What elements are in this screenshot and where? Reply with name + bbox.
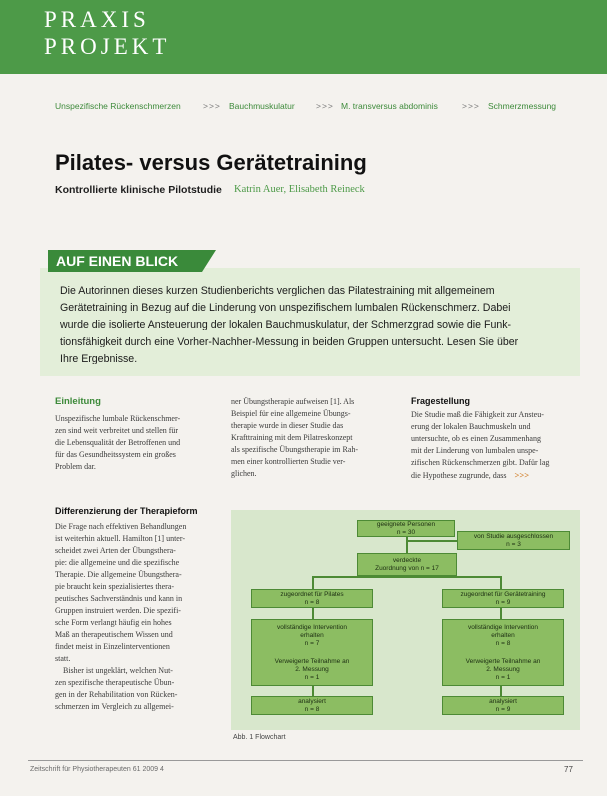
body-line-text: die Hypothese zugrunde, dass [411, 471, 507, 480]
flow-box-text: 2. Messung [486, 665, 520, 673]
footer-journal: Zeitschrift für Physiotherapeuten 61 2009 4 [30, 766, 164, 773]
connector [500, 608, 502, 619]
body-line: Die Frage nach effektiven Behandlungen [55, 522, 187, 531]
col2-body [231, 396, 397, 480]
body-line [411, 469, 579, 482]
body-line: Maß an therapeutischem Wissen und [55, 630, 173, 639]
body-line: findet meist in Einzelinterventionen [55, 642, 170, 651]
keyword-separator: >>> [316, 101, 334, 111]
body-line: als spezifische Übungstherapie im Rah- [231, 445, 359, 454]
body-line: Beispiel für eine allgemeine Übungs- [231, 409, 351, 418]
body-line: zifischen Rückenschmerzen gibt. Dafür lag [411, 458, 550, 467]
flow-box-text: erhalten [300, 631, 324, 639]
abstract-line: wurde die isolierte Ansteuerung der lokalen Bauchmuskulatur, der Schmerzgrad sowie die Funk- [60, 319, 512, 330]
flow-box-text: n = 1 [495, 673, 511, 681]
article-title: Pilates- versus Gerätetraining [55, 150, 367, 175]
figure-caption: Abb. 1 Flowchart [233, 734, 286, 741]
page-number: 77 [564, 765, 573, 774]
flow-box-gap [252, 648, 372, 658]
body-line: ist weiterhin aktuell. Hamilton [1] unter- [55, 534, 186, 543]
col1-body [55, 521, 218, 713]
body-line: zen sind weit verbreitet und stellen für [55, 426, 179, 435]
col1-subheading: Differenzierung der Therapieform [55, 506, 198, 516]
flow-box-text: verdeckte [392, 556, 422, 564]
body-line: Problem dar. [55, 462, 96, 471]
body-line: für das Gesundheitssystem ein großes [55, 450, 176, 459]
keyword-separator: >>> [462, 101, 480, 111]
continue-arrow: >>> [514, 470, 530, 480]
flow-box-text: n = 9 [495, 705, 511, 713]
connector [500, 686, 502, 696]
flow-box-text: Verweigerte Teilnahme an [274, 657, 350, 665]
flow-box-text: n = 7 [304, 639, 320, 647]
flow-box-text: vollständige Intervention [467, 623, 539, 631]
body-line: pie braucht kein spezialisiertes thera- [55, 582, 175, 591]
flow-box-text: erhalten [491, 631, 515, 639]
flow-box-right-analyzed [442, 696, 564, 715]
body-line: pie: die allgemeine und die spezifische [55, 558, 180, 567]
abstract-line: Ihre Ergebnisse. [60, 353, 138, 364]
flow-box-text: n = 3 [506, 540, 521, 548]
flow-box-text: n = 9 [495, 598, 511, 606]
flow-box-text: n = 8 [304, 705, 320, 713]
connector [312, 686, 314, 696]
keyword-4: Schmerzmessung [488, 101, 557, 111]
flow-box-text: vollständige Intervention [276, 623, 348, 631]
section-title [44, 6, 170, 60]
col3-body [411, 409, 579, 482]
keyword-3: M. transversus abdominis [341, 101, 438, 111]
body-line: gen in der Rehabilitation von Rücken- [55, 690, 178, 699]
body-line: mit der Linderung von lumbalen unspe- [411, 446, 539, 455]
flow-box-right-intervention [442, 619, 564, 686]
body-line: sche Form verlangt häufig ein hohes [55, 618, 172, 627]
col1-intro [55, 413, 218, 473]
footer-rule [28, 760, 583, 761]
col3-heading: Fragestellung [411, 396, 471, 406]
connector [407, 540, 457, 542]
article-subtitle: Kontrollierte klinische Pilotstudie [55, 184, 222, 196]
body-line: erung der lokalen Bauchmuskeln und [411, 422, 531, 431]
article-authors: Katrin Auer, Elisabeth Reineck [234, 184, 365, 195]
abstract-label-tail [202, 250, 216, 272]
abstract-line: Gerätetraining in Bezug auf die Linderung von unspezifischem lumbalen Rückenschmerz. Dabei [60, 302, 511, 313]
connector [500, 576, 502, 589]
flow-box-text: n = 8 [495, 639, 511, 647]
flow-box-text: n = 1 [304, 673, 320, 681]
body-line: die Lebensqualität der Betroffenen und [55, 438, 181, 447]
flow-box-text: von Studie ausgeschlossen [473, 532, 554, 540]
body-line: Bisher ist ungeklärt, welchen Nut- [63, 666, 173, 675]
flow-box-excluded [457, 531, 570, 550]
body-line: Unspezifische lumbale Rückenschmer- [55, 414, 181, 423]
col1-heading: Einleitung [55, 396, 101, 407]
flow-box-text: n = 30 [396, 528, 416, 536]
flow-box-text: zugeordnet für Pilates [280, 590, 344, 598]
abstract-line: Die Autorinnen dieses kurzen Studienberichts verglichen das Pilatestraining mit allgemeinem [60, 285, 495, 296]
flow-box-text: Zuordnung von n = 17 [375, 564, 439, 572]
connector [312, 608, 314, 619]
body-line: zen spezifische therapeutische Übun- [55, 678, 175, 687]
body-line: schmerzen im Vergleich zu allgemei- [55, 702, 174, 711]
body-line: Gruppen instruiert werden. Die spezifi- [55, 606, 181, 615]
connector [312, 576, 501, 578]
body-line: statt. [55, 654, 71, 663]
flow-box-gap [443, 648, 563, 658]
body-line: ner Übungstherapie aufweisen [1]. Als [231, 397, 355, 406]
flow-box-text: Verweigerte Teilnahme an [465, 657, 541, 665]
flow-box-geraetetraining [442, 589, 564, 608]
body-line: untersuchte, ob es einen Zusammenhang [411, 434, 541, 443]
keyword-1: Unspezifische Rückenschmerzen [55, 101, 181, 111]
body-line: scheidet zwei Arten der Übungsthera- [55, 546, 176, 555]
body-line: Therapie. Die allgemeine Übungsthera- [55, 570, 182, 579]
body-line: glichen. [231, 469, 257, 478]
flow-box-left-analyzed [251, 696, 373, 715]
section-title-line2: PROJEKT [44, 34, 171, 59]
keyword-2: Bauchmuskulatur [229, 101, 295, 111]
flow-box-text: geeignete Personen [376, 520, 436, 528]
abstract-label: AUF EINEN BLICK [48, 250, 202, 272]
flow-box-text: 2. Messung [295, 665, 329, 673]
flow-box-pilates [251, 589, 373, 608]
body-line: Die Studie maß die Fähigkeit zur Ansteu- [411, 410, 544, 419]
flow-box-text: zugeordnet für Gerätetraining [460, 590, 546, 598]
body-line: Krafttraining mit dem Pilatreskonzept [231, 433, 353, 442]
flow-box-eligible [357, 520, 455, 537]
flow-box-randomized [357, 553, 457, 576]
body-line: peutisches Sachverständnis und kann in [55, 594, 183, 603]
flow-box-text: n = 8 [304, 598, 320, 606]
flow-box-text: analysiert [298, 697, 326, 705]
body-line: therapie wurde in dieser Studie das [231, 421, 344, 430]
body-line: men einer kontrollierten Studie ver- [231, 457, 346, 466]
flow-box-left-intervention [251, 619, 373, 686]
flow-box-text: analysiert [489, 697, 517, 705]
keyword-separator: >>> [203, 101, 221, 111]
abstract-line: tionsfähigkeit durch eine Vorher-Nachher-Messung in beiden Gruppen untersucht. Lesen Sie über [60, 336, 519, 347]
section-title-line1: PRAXIS [44, 7, 150, 32]
